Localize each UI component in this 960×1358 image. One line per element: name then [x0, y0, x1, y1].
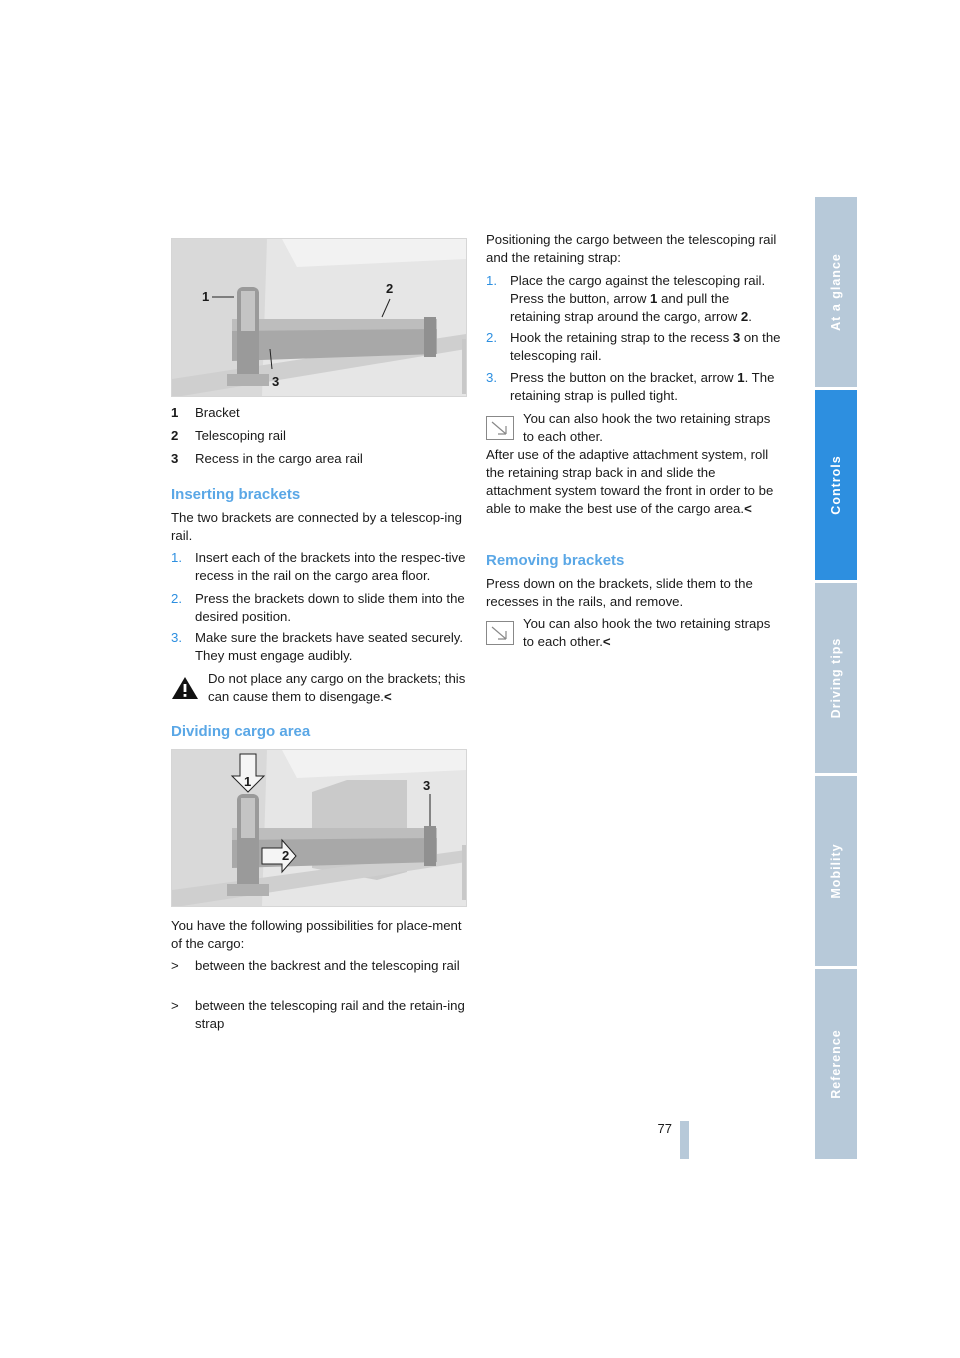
note-arrow-icon: [486, 621, 514, 645]
legend-item: 2 Telescoping rail: [171, 428, 286, 443]
legend-item: 3 Recess in the cargo area rail: [171, 451, 363, 466]
dividing-intro: You have the following possibilities for place-ment of the cargo:: [171, 918, 462, 951]
inserting-intro: The two brackets are connected by a telescop-ing rail.: [171, 510, 463, 543]
figure-legend: [171, 404, 363, 473]
tab-controls[interactable]: Controls: [815, 390, 857, 580]
page-number: 77: [657, 1121, 672, 1136]
figure-bracket-rail: [171, 238, 467, 397]
callout-2: 2: [386, 281, 394, 296]
figure-dividing-cargo: [171, 749, 467, 907]
callout-1: 1: [244, 774, 252, 789]
positioning-after: After use of the adaptive attachment system, roll the retaining strap back in and slide the attachment system toward the front in order to be able to make the best use of the cargo area.<: [486, 447, 774, 516]
callout-3: 3: [272, 374, 280, 389]
tab-reference[interactable]: Reference: [815, 969, 857, 1159]
chapter-tabs: [815, 197, 857, 1159]
legend-item: 1 Bracket: [171, 405, 240, 420]
tab-driving-tips[interactable]: Driving tips: [815, 583, 857, 773]
removing-text: Press down on the brackets, slide them to the recesses in the rails, and remove.: [486, 576, 753, 609]
heading-dividing-cargo-area: Dividing cargo area: [171, 723, 311, 740]
tab-at-a-glance[interactable]: At a glance: [815, 197, 857, 387]
page-number-bar: [680, 1121, 689, 1159]
callout-3: 3: [423, 778, 431, 793]
heading-removing-brackets: Removing brackets: [486, 552, 625, 569]
warning-triangle-icon: [171, 676, 199, 700]
positioning-intro: Positioning the cargo between the telescoping rail and the retaining strap:: [486, 232, 777, 265]
heading-inserting-brackets: Inserting brackets: [171, 486, 301, 503]
callout-1: 1: [202, 289, 210, 304]
tab-mobility[interactable]: Mobility: [815, 776, 857, 966]
callout-2: 2: [282, 848, 290, 863]
note-arrow-icon: [486, 416, 514, 440]
